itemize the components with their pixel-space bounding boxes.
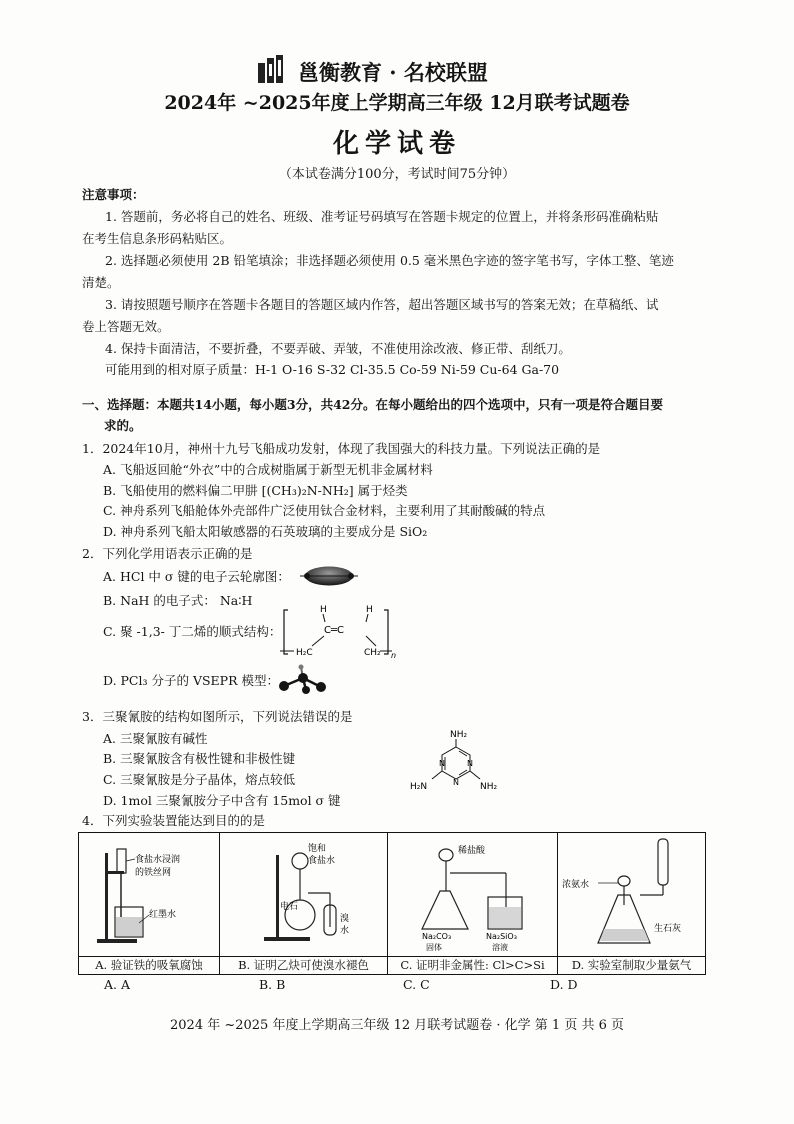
label-c3: 固体 [426,943,442,952]
q3-option-d: D. 1mol 三聚氰胺分子中含有 15mol σ 键 [103,793,341,808]
label-c1: 稀盐酸 [458,846,486,856]
exam-info: （本试卷满分100分，考试时间75分钟） [278,167,516,182]
vsepr-model-image [276,664,330,698]
nh2-left: H₂N [410,782,428,792]
q1-option-c: C. 神舟系列飞船舱体外壳部件广泛使用钛合金材料，主要利用了其耐酸碱的特点 [103,503,546,518]
orbital-image [298,564,360,592]
subject-title: 化学试卷 [332,129,461,159]
q4-option-b: B. B [259,977,286,992]
polybutadiene-structure [280,600,400,666]
label-b4: 溴 [340,914,350,924]
label-b1: 饱和 [308,844,327,854]
caption-d: D. 实验室制取少量氨气 [558,956,705,974]
nh2-top: NH₂ [450,730,468,740]
section-title: 一、选择题：本题共14小题，每小题3分，共42分。在每小题给出的四个选项中，只有一项是符合题目要 [82,397,663,412]
apparatus-b-drawing [220,833,387,955]
q4-option-c: C. C [403,977,430,992]
notice-item-3: 3. 请按照题号顺序在答题卡各题目的答题区域内作答，超出答题区域书写的答案无效；在草稿纸、试 [105,297,659,312]
q3-stem: 3．三聚氰胺的结构如图所示，下列说法错误的是 [82,709,353,724]
q4-option-d: D. D [550,977,578,992]
q2-option-b: B. NaH 的电子式： Na∶H [103,593,253,608]
atomic-masses: 可能用到的相对原子质量：H-1 O-16 S-32 Cl-35.5 Co-59 Ni-59 Cu-64 Ga-70 [105,362,560,377]
caption-a: A. 验证铁的吸氧腐蚀 [79,956,219,974]
q4-apparatus-table [78,832,706,975]
apparatus-c [388,833,558,974]
brand-logo [257,54,291,84]
double-bond: C═C [324,625,344,636]
ring-n-bottom: N [453,778,459,787]
label-b5: 水 [340,926,350,936]
q2-option-d: D. PCl₃ 分子的 VSEPR 模型： [103,673,279,688]
apparatus-a [79,833,220,974]
brand-name: 邕衡教育 · 名校联盟 [298,60,488,85]
notice-item-3-cont: 卷上答题无效。 [82,319,170,334]
label-c4: Na₂SiO₃ [486,932,517,941]
notice-item-2-cont: 清楚。 [82,275,120,290]
ch2-left: H₂C [296,648,313,658]
ring-n-right: N [467,759,473,768]
q2-option-a: A. HCl 中 σ 键的电子云轮廓图： [103,569,290,584]
q1-stem: 1．2024年10月，神州十九号飞船成功发射，体现了我国强大的科技力量。下列说法正确的是 [82,441,601,456]
notice-item-4: 4. 保持卡面清洁，不要折叠，不要弄破、弄皱，不准使用涂改液、修正带、刮纸刀。 [105,341,571,356]
q3-option-c: C. 三聚氰胺是分子晶体，熔点较低 [103,772,296,787]
notice-heading: 注意事项： [82,187,145,202]
caption-b: B. 证明乙炔可使溴水褪色 [220,956,387,974]
melamine-structure [402,727,508,801]
caption-c: C. 证明非金属性: Cl>C>Si [388,956,557,974]
exam-title: 2024年 ~2025年度上学期高三年级 12月联考试题卷 [164,92,630,114]
h-right: H [366,605,373,615]
label-d2: 生石灰 [654,924,682,934]
label-d1: 浓氨水 [562,880,590,890]
q1-option-a: A. 飞船返回舱“外衣”中的合成树脂属于新型无机非金属材料 [103,462,433,477]
q1-option-d: D. 神舟系列飞船太阳敏感器的石英玻璃的主要成分是 SiO₂ [103,524,428,539]
q2-stem: 2．下列化学用语表示正确的是 [82,546,253,561]
notice-item-1: 1. 答题前，务必将自己的姓名、班级、准考证号码填写在答题卡规定的位置上，并将条形码准确粘贴 [105,209,659,224]
apparatus-c-drawing [388,833,557,955]
label-b2: 食盐水 [308,856,336,866]
label-a3: 红墨水 [149,910,177,920]
label-a1: 食盐水浸润 [135,855,181,865]
q1-option-b: B. 飞船使用的燃料偏二甲肼 [(CH₃)₂N-NH₂] 属于烃类 [103,483,408,498]
notice-item-1-cont: 在考生信息条形码粘贴区。 [82,231,233,246]
label-c5: 溶液 [492,943,508,952]
apparatus-d-drawing [558,833,705,955]
nh2-right: NH₂ [480,782,498,792]
page-footer: 2024 年 ~2025 年度上学期高三年级 12 月联考试题卷 · 化学 第 1 页 共 6 页 [170,1018,624,1033]
notice-item-2: 2. 选择题必须使用 2B 铅笔填涂；非选择题必须使用 0.5 毫米黑色字迹的签字笔书写，字体工整、笔迹 [105,253,674,268]
subscript-n: n [391,651,397,660]
label-a2: 的铁丝网 [135,868,172,878]
q4-stem: 4．下列实验装置能达到目的的是 [82,813,265,828]
q2-option-c: C. 聚 -1,3- 丁二烯的顺式结构： [103,624,282,639]
label-b3: 电石 [280,902,299,912]
section-title-cont: 求的。 [104,418,142,433]
h-left: H [320,605,327,615]
brand-logo-icon [257,54,291,84]
ring-n-left: N [439,759,445,768]
ch2-right: CH₂ [364,648,381,658]
apparatus-b [220,833,388,974]
q4-option-a: A. A [104,977,131,992]
q3-option-a: A. 三聚氰胺有碱性 [103,731,208,746]
label-c2: Na₂CO₃ [422,932,452,941]
q3-option-b: B. 三聚氰胺含有极性键和非极性键 [103,751,296,766]
apparatus-a-drawing [79,833,219,955]
apparatus-d [558,833,705,974]
